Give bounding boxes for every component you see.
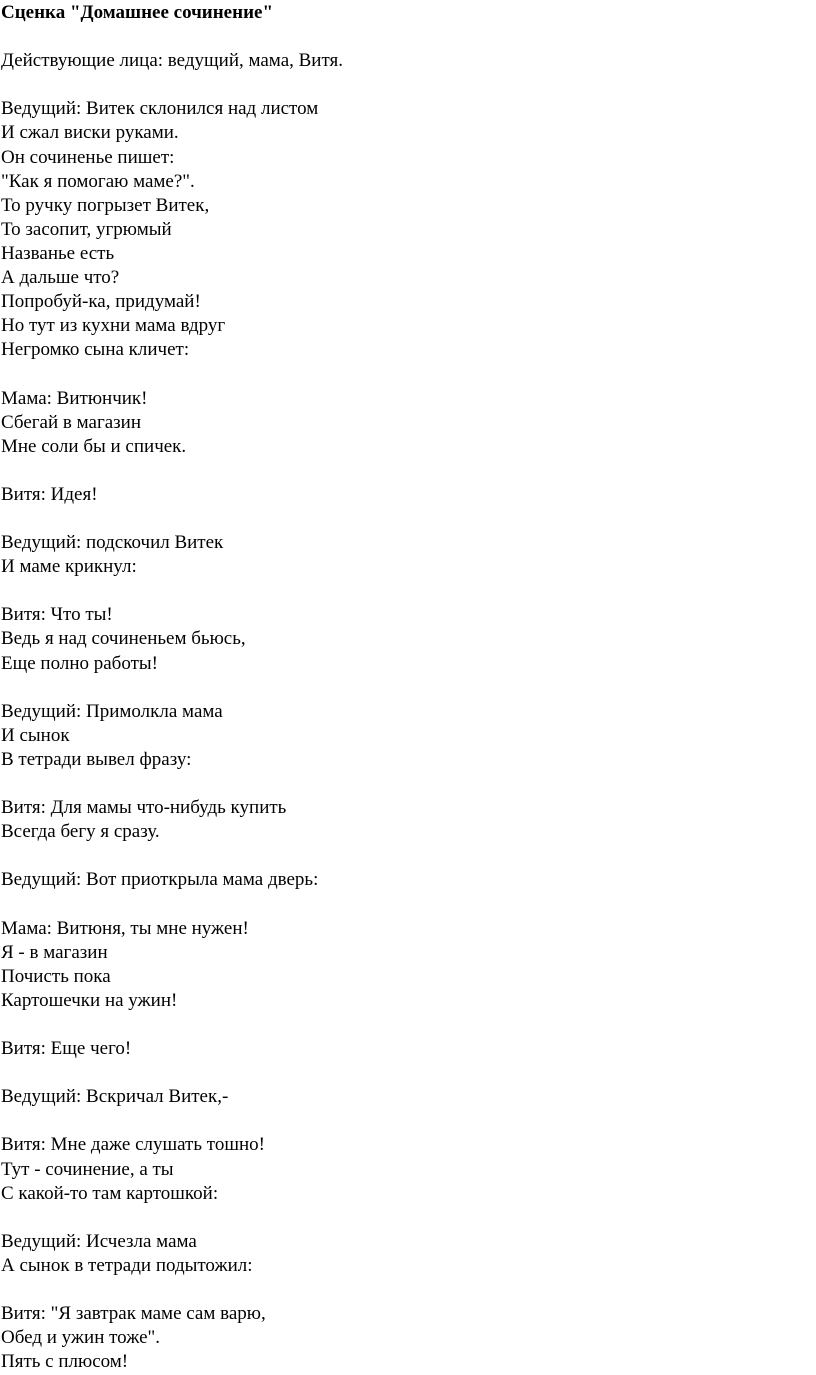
script-line: Сбегай в магазин	[1, 411, 142, 433]
stanza	[1, 483, 816, 507]
blank-line	[1, 73, 816, 97]
blank-line	[1, 1109, 816, 1133]
blank-line	[1, 1013, 816, 1037]
script-line: Тут - сочинение, а ты	[1, 1158, 174, 1180]
script-line: Ведущий: Примолкла мама	[1, 700, 223, 722]
script-line: Всегда бегу я сразу.	[1, 821, 160, 843]
script-line: Я - в магазин	[1, 941, 108, 963]
stanza	[1, 387, 816, 459]
script-line: Обед и ужин тоже".	[1, 1327, 161, 1349]
stanza	[1, 531, 816, 579]
script-body	[1, 73, 816, 1374]
stanza	[1, 603, 816, 675]
script-line: Мама: Витюнчик!	[1, 387, 148, 409]
blank-line	[1, 676, 816, 700]
blank-line	[1, 459, 816, 483]
blank-line	[1, 362, 816, 386]
script-line: Пять с плюсом!	[1, 1351, 129, 1373]
stanza	[1, 97, 816, 362]
script-line: Витя: Идея!	[1, 483, 98, 505]
blank-line	[1, 507, 816, 531]
blank-line	[1, 579, 816, 603]
script-line: Ведущий: Исчезла мама	[1, 1230, 197, 1252]
script-line: Витя: Что ты!	[1, 604, 113, 626]
script-line: Ведь я над сочиненьем бьюсь,	[1, 628, 246, 650]
cast-list: Действующие лица: ведущий, мама, Витя.	[1, 50, 344, 72]
script-line: Мне соли бы и спичек.	[1, 435, 187, 457]
stanza	[1, 1133, 816, 1205]
stanza	[1, 868, 816, 892]
script-line: Названье есть	[1, 242, 115, 264]
script-line: И маме крикнул:	[1, 556, 137, 578]
script-line: И сынок	[1, 724, 70, 746]
blank-line	[1, 892, 816, 916]
stanza	[1, 1085, 816, 1109]
stanza	[1, 796, 816, 844]
stanza	[1, 1037, 816, 1061]
stanza	[1, 700, 816, 772]
script-line: Он сочиненье пишет:	[1, 146, 175, 168]
blank-line	[1, 844, 816, 868]
script-line: И сжал виски руками.	[1, 122, 179, 144]
script-line: Картошечки на ужин!	[1, 989, 178, 1011]
stanza	[1, 1230, 816, 1278]
script-line: Ведущий: Вскричал Витек,-	[1, 1086, 229, 1108]
script-line: Витя: Еще чего!	[1, 1038, 132, 1060]
document-title: Сценка "Домашнее сочинение"	[1, 2, 273, 23]
script-line: А дальше что?	[1, 267, 120, 289]
blank-line	[1, 772, 816, 796]
blank-line	[1, 1061, 816, 1085]
blank-line	[1, 1278, 816, 1302]
script-line: Витя: Для мамы что-нибудь купить	[1, 797, 287, 819]
script-line: Ведущий: подскочил Витек	[1, 532, 224, 554]
script-line: То засопит, угрюмый	[1, 218, 172, 240]
script-line: Почисть пока	[1, 965, 111, 987]
stanza	[1, 1302, 816, 1374]
script-line: Витя: Мне даже слушать тошно!	[1, 1134, 265, 1156]
script-line: С какой-то там картошкой:	[1, 1182, 219, 1204]
script-line: Еще полно работы!	[1, 652, 158, 674]
script-line: В тетради вывел фразу:	[1, 748, 192, 770]
script-line: Негромко сына кличет:	[1, 339, 190, 361]
script-line: А сынок в тетради подытожил:	[1, 1254, 253, 1276]
blank-line	[1, 25, 816, 49]
stanza	[1, 917, 816, 1013]
script-line: Ведущий: Витек склонился над листом	[1, 98, 319, 120]
script-line: "Как я помогаю маме?".	[1, 170, 195, 192]
script-line: Попробуй-ка, придумай!	[1, 291, 201, 313]
script-line: Витя: "Я завтрак маме сам варю,	[1, 1303, 266, 1325]
script-line: Но тут из кухни мама вдруг	[1, 315, 226, 337]
script-line: То ручку погрызет Витек,	[1, 194, 210, 216]
script-line: Мама: Витюня, ты мне нужен!	[1, 917, 249, 939]
script-line: Ведущий: Вот приоткрыла мама дверь:	[1, 869, 319, 891]
blank-line	[1, 1206, 816, 1230]
